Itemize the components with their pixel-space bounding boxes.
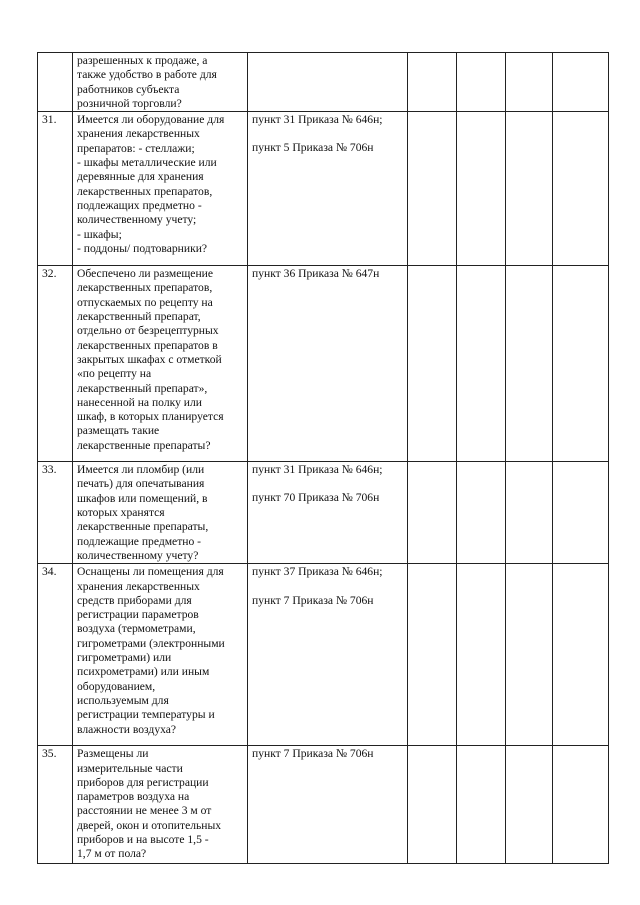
question-text: Имеется ли оборудование для хранения лекарственных препаратов: - стеллажи; - шкафы металлические или деревянные для хранения лекарственных препаратов, подлежащих предметно - количественному учету; - шкафы; - поддоны/ подтоварники? (73, 112, 248, 266)
answer-yes-cell (408, 266, 457, 462)
answer-na-cell (506, 462, 553, 564)
notes-cell (553, 112, 609, 266)
requirement-reference: пункт 31 Приказа № 646н; (252, 463, 383, 477)
question-text: разрешенных к продаже, а также удобство в работе для работников субъекта розничной торговли? (73, 53, 248, 112)
question-text: Имеется ли пломбир (или печать) для опечатывания шкафов или помещений, в которых хранятся лекарственные препараты, подлежащие предметно - количественному учету? (73, 462, 248, 564)
answer-no-cell (457, 112, 506, 266)
table-row (38, 462, 609, 564)
table-row (38, 564, 609, 746)
requirement-references (248, 266, 408, 462)
item-number: 31. (38, 112, 73, 266)
question-text: Оснащены ли помещения для хранения лекарственных средств приборами для регистрации параметров воздуха (термометрами, гигрометрами (электронными гигрометрами) или психрометрами) или иным оборудованием, используемым для регистрации температуры и влажности воздуха? (73, 564, 248, 746)
answer-yes-cell (408, 53, 457, 112)
requirement-references (248, 53, 408, 112)
notes-cell (553, 53, 609, 112)
item-number: 33. (38, 462, 73, 564)
answer-na-cell (506, 112, 553, 266)
question-text: Обеспечено ли размещение лекарственных препаратов, отпускаемых по рецепту на лекарственный препарат, отдельно от безрецептурных лекарственных препаратов в закрытых шкафах с отметкой «по рецепту на лекарственный препарат», нанесенной на полку или шкаф, в которых планируется размещать такие лекарственные препараты? (73, 266, 248, 462)
answer-na-cell (506, 53, 553, 112)
notes-cell (553, 462, 609, 564)
item-number: 34. (38, 564, 73, 746)
answer-no-cell (457, 266, 506, 462)
requirement-reference: пункт 37 Приказа № 646н; (252, 565, 383, 579)
notes-cell (553, 746, 609, 864)
table-row (38, 746, 609, 864)
answer-na-cell (506, 564, 553, 746)
requirement-references (248, 564, 408, 746)
answer-na-cell (506, 746, 553, 864)
requirement-reference: пункт 31 Приказа № 646н; (252, 113, 383, 127)
table-row (38, 112, 609, 266)
answer-na-cell (506, 266, 553, 462)
answer-yes-cell (408, 564, 457, 746)
requirement-reference: пункт 7 Приказа № 706н (252, 593, 374, 607)
notes-cell (553, 564, 609, 746)
answer-no-cell (457, 564, 506, 746)
answer-no-cell (457, 53, 506, 112)
answer-no-cell (457, 746, 506, 864)
item-number: 35. (38, 746, 73, 864)
notes-cell (553, 266, 609, 462)
requirement-reference: пункт 5 Приказа № 706н (252, 141, 374, 155)
answer-yes-cell (408, 112, 457, 266)
question-text: Размещены ли измерительные части приборов для регистрации параметров воздуха на расстоянии не менее 3 м от дверей, окон и отопительных приборов и на высоте 1,5 - 1,7 м от пола? (73, 746, 248, 864)
table-row (38, 266, 609, 462)
item-number: 32. (38, 266, 73, 462)
answer-yes-cell (408, 462, 457, 564)
requirement-reference: пункт 7 Приказа № 706н (252, 747, 374, 761)
requirement-reference: пункт 36 Приказа № 647н (252, 267, 380, 281)
item-number (38, 53, 73, 112)
table-row (38, 53, 609, 112)
requirement-references (248, 112, 408, 266)
requirement-references (248, 746, 408, 864)
requirement-reference: пункт 70 Приказа № 706н (252, 491, 380, 505)
answer-yes-cell (408, 746, 457, 864)
checklist-table (37, 52, 609, 864)
answer-no-cell (457, 462, 506, 564)
requirement-references (248, 462, 408, 564)
